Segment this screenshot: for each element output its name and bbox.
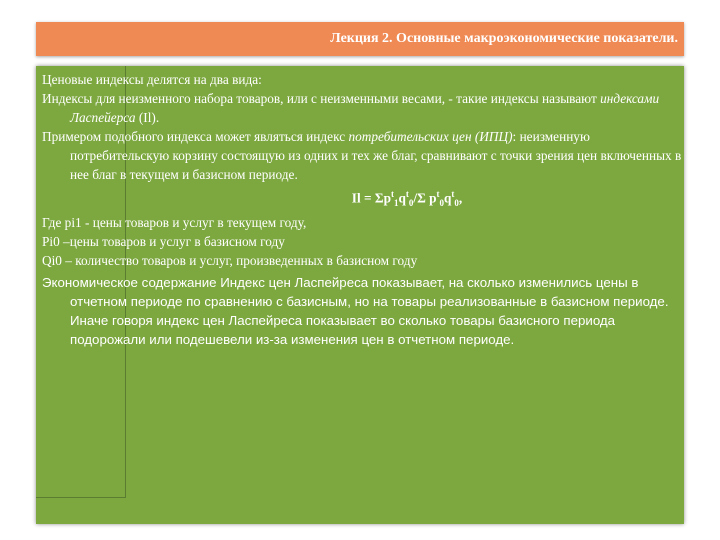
- formula-sup: t: [436, 189, 440, 199]
- text-span: Индексы для неизменного набора товаров, или с неизменными весами, - такие индексы называют: [42, 91, 601, 106]
- text-span: Примером подобного индекса может являться индекс: [42, 129, 349, 144]
- formula-part: Il = Σp: [351, 190, 391, 206]
- formula-sup: t: [390, 189, 394, 199]
- text-span: (Il).: [135, 110, 160, 125]
- paragraph-cpi-example: [42, 127, 682, 184]
- laspeyres-formula: [42, 184, 682, 213]
- formula-part: q: [398, 190, 406, 206]
- formula-sub: 1: [393, 198, 399, 209]
- laspeyres-term: индексами Ласпейерса: [70, 91, 660, 125]
- slide-body-text: [42, 70, 682, 349]
- paragraph-pi1-definition: Где pi1 - цены товаров и услуг в текущем году,: [42, 215, 307, 231]
- formula-sup: t: [451, 189, 455, 199]
- paragraph-pi0-definition: Pi0 –цены товаров и услуг в базисном году: [42, 234, 285, 250]
- formula-part: /Σ p: [413, 190, 437, 206]
- paragraph-economic-meaning: Экономическое содержание Индекс цен Ласпейреса показывает, на сколько изменились цены в отчетном периоде по сравнению с базисным, но на товары реализованные в базисном периоде. Иначе говоря индекс цен Ласпейреса показывает во сколько товары базисного периода подорожали или подешевели из-за изменения цен в отчетном периоде.: [42, 275, 669, 348]
- formula-part: ,: [458, 190, 463, 206]
- paragraph-index-types: Ценовые индексы делятся на два вида:: [42, 72, 262, 87]
- paragraph-qi0-definition: Qi0 – количество товаров и услуг, произведенных в базисном году: [42, 253, 418, 269]
- formula-part: q: [443, 190, 452, 206]
- formula-sub: 0: [454, 198, 459, 209]
- paragraph-laspeyres-definition: [42, 89, 682, 127]
- text-span: : неизменную потребительскую корзину состоящую из одних и тех же благ, сравнивают с точки зрения цен включенных в нее благ в текущем и базисном периоде.: [70, 129, 682, 182]
- formula-sub: 0: [408, 198, 414, 209]
- cpi-term: потребительских цен (ИПЦ): [348, 129, 513, 144]
- slide-title: Лекция 2. Основные макроэкономические показатели.: [330, 31, 678, 46]
- formula-sub: 0: [439, 198, 444, 209]
- formula-sup: t: [405, 189, 409, 199]
- slide-title-bar: [36, 22, 684, 56]
